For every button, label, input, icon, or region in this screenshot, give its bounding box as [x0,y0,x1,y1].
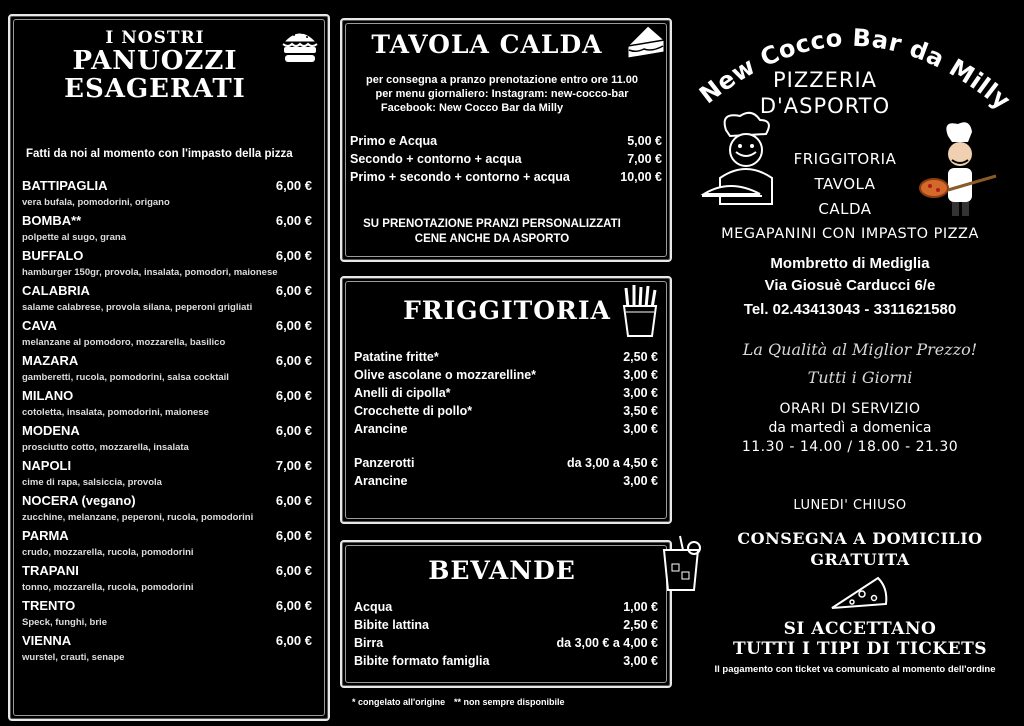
menu-item-price: 6,00 € [275,493,312,508]
menu-item-row [22,563,312,578]
menu-item-description: prosciutto cotto, mozzarella, insalata [22,442,189,453]
footnote-frozen: * congelato all'origine [352,697,446,707]
pizzeria-label: PIZZERIA [772,68,878,92]
menu-item-name: Bibite formato famiglia [354,654,490,668]
menu-item-name: BOMBA** [22,213,82,228]
delivery-line2: GRATUITA [810,550,910,569]
panuozzi-title-line3: ESAGERATI [64,74,246,104]
menu-item-row [354,600,658,614]
menu-item-description: gamberetti, rucola, pomodorini, salsa cocktail [22,372,229,383]
menu-item-description: zucchine, melanzane, peperoni, rucola, pomodorini [22,512,254,523]
menu-item-price: 2,50 € [623,350,658,364]
panuozzi-title-line1: I NOSTRI [105,28,205,48]
menu-item-row [354,368,658,382]
menu-item-price: 3,00 € [623,386,658,400]
menu-item-row [22,598,312,613]
menu-item-price: 6,00 € [275,178,312,193]
menu-item-row [22,458,312,473]
menu-item-price: 6,00 € [275,318,312,333]
menu-item-row [22,633,312,648]
menu-item-price: 3,00 € [623,422,658,436]
menu-item-name: Olive ascolane o mozzarelline* [354,368,537,382]
bevande-title: BEVANDE [428,556,576,585]
menu-item-name: PARMA [22,528,69,543]
menu-item-description: tonno, mozzarella, rucola, pomodorini [22,582,194,593]
menu-item-row [350,134,662,148]
menu-item-name: TRAPANI [22,563,79,578]
menu-item-row [22,283,312,298]
menu-item-price: 6,00 € [275,248,312,263]
menu-item-row [22,353,312,368]
menu-item-name: TRENTO [22,598,76,613]
panuozzi-panel [8,14,330,721]
menu-item-row [22,528,312,543]
bevande-list [354,600,658,672]
hours-days: da martedì a domenica [768,420,932,436]
menu-item-price: 6,00 € [275,423,312,438]
chef-icon [700,108,786,214]
menu-item-name: NOCERA (vegano) [22,493,136,508]
menu-item-row [22,388,312,403]
menu-item-description: salame calabrese, provola silana, peperoni grigliati [22,302,253,313]
menu-item-price: 6,00 € [275,388,312,403]
tavola-calda-info1: per consegna a pranzo prenotazione entro ore 11.00 [365,74,639,86]
service-friggitoria: FRIGGITORIA [793,150,897,168]
menu-item-name: Secondo + contorno + acqua [350,152,522,166]
tavola-calda-list [350,134,662,194]
service-calda: CALDA [818,200,872,218]
menu-item-description: cime di rapa, salsiccia, provola [22,477,162,488]
menu-item-price: 6,00 € [275,213,312,228]
menu-item-price: 5,00 € [627,134,662,148]
menu-item-price: 6,00 € [275,598,312,613]
menu-item-price: 3,00 € [623,368,658,382]
asporto-label: D'ASPORTO [759,94,891,118]
menu-item-name: NAPOLI [22,458,72,473]
friggitoria-title: FRIGGITORIA [403,296,611,325]
footnote-not-always: ** non sempre disponibile [454,697,565,707]
menu-item-row [22,423,312,438]
menu-item-row [22,213,312,228]
menu-item-name: CALABRIA [22,283,90,298]
menu-item-description: cotoletta, insalata, pomodorini, maionese [22,407,209,418]
menu-item-name: VIENNA [22,633,72,648]
menu-item-description: polpette al sugo, grana [22,232,126,243]
menu-item-price: 6,00 € [275,563,312,578]
menu-item-row [354,474,658,488]
menu-item-row [354,386,658,400]
menu-item-description: melanzane al pomodoro, mozzarella, basilico [22,337,226,348]
menu-item-name: BUFFALO [22,248,84,263]
menu-item-name: Acqua [354,600,393,614]
panuozzi-title-line2: PANUOZZI [72,46,238,76]
cocktail-icon [658,534,704,594]
service-tavola: TAVOLA [814,175,876,193]
menu-item-row [22,248,312,263]
menu-item-row [354,636,658,650]
tavola-calda-title: TAVOLA CALDA [371,30,603,59]
pizza-slice-icon [828,574,892,612]
tickets-note: Il pagamento con ticket va comunicato al momento dell'ordine [714,664,996,675]
panuozzi-list [22,178,312,698]
tavola-calda-note2: CENE ANCHE DA ASPORTO [414,233,570,245]
menu-item-row [354,654,658,668]
pizza-chef-icon [912,116,1000,220]
panuozzi-intro: Fatti da noi al momento con l'impasto della pizza [26,148,293,160]
menu-item-price: 6,00 € [275,353,312,368]
menu-item-name: MODENA [22,423,80,438]
menu-item-price: 7,00 € [627,152,662,166]
menu-item-price: 1,00 € [623,600,658,614]
menu-item-row [354,350,658,364]
menu-item-price: 6,00 € [275,633,312,648]
menu-item-row [354,618,658,632]
tavola-calda-info3: Facebook: New Cocco Bar da Milly [380,102,564,114]
hours-times: 11.30 - 14.00 / 18.00 - 21.30 [741,439,959,455]
slogan-every-day: Tutti i Giorni [807,368,913,387]
address-line2: Via Giosuè Carducci 6/e [764,277,936,294]
menu-item-name: Primo e Acqua [350,134,438,148]
menu-item-name: Arancine [354,422,408,436]
menu-item-price: 10,00 € [620,170,662,184]
menu-item-price: da 3,00 a 4,50 € [566,456,658,470]
delivery-line1: CONSEGNA A DOMICILIO [737,529,983,548]
tavola-calda-info2: per menu giornaliero: Instagram: new-cocco-bar [375,88,629,100]
tickets-line2: TUTTI I TIPI DI TICKETS [732,639,988,659]
closed-day: LUNEDI' CHIUSO [793,498,907,513]
menu-item-price: 6,00 € [275,283,312,298]
brand-name-text: New Cocco Bar da Milly [694,23,1016,116]
tavola-calda-note1: SU PRENOTAZIONE PRANZI PERSONALIZZATI [363,218,621,230]
menu-item-price: 3,00 € [623,474,658,488]
friggitoria-list-2 [354,456,658,496]
menu-item-name: Birra [354,636,384,650]
menu-item-name: MILANO [22,388,74,403]
friggitoria-list [354,350,658,440]
menu-item-description: vera bufala, pomodorini, origano [22,197,170,208]
menu-item-name: MAZARA [22,353,79,368]
menu-item-price: 6,00 € [275,528,312,543]
menu-item-name: Patatine fritte* [354,350,439,364]
tickets-line1: SI ACCETTANO [783,619,937,639]
slogan-quality: La Qualità al Miglior Prezzo! [742,340,978,359]
bevande-panel [340,540,672,688]
menu-item-description: crudo, mozzarella, rucola, pomodorini [22,547,194,558]
menu-item-name: Panzerotti [354,456,415,470]
menu-item-description: Speck, funghi, brie [22,617,107,628]
menu-item-row [354,456,658,470]
menu-item-name: Arancine [354,474,408,488]
friggitoria-panel [340,276,672,524]
menu-item-price: 3,50 € [623,404,658,418]
menu-item-name: CAVA [22,318,57,333]
menu-item-price: 3,00 € [623,654,658,668]
menu-item-description: wurstel, crauti, senape [22,652,125,663]
address-line1: Mombretto di Mediglia [770,255,930,272]
hours-title: ORARI DI SERVIZIO [779,401,921,417]
menu-item-row [354,404,658,418]
megapanini-label: MEGAPANINI CON IMPASTO PIZZA [721,226,979,242]
menu-item-description: hamburger 150gr, provola, insalata, pomodori, maionese [22,267,278,278]
menu-item-name: Bibite lattina [354,618,430,632]
menu-item-row [354,422,658,436]
menu-item-name: BATTIPAGLIA [22,178,108,193]
menu-item-row [350,152,662,166]
menu-item-name: Primo + secondo + contorno + acqua [350,170,570,184]
menu-item-name: Anelli di cipolla* [354,386,451,400]
menu-item-row [22,318,312,333]
menu-item-name: Crocchette di pollo* [354,404,473,418]
menu-item-row [22,493,312,508]
menu-item-row [22,178,312,193]
menu-item-row [350,170,662,184]
phone-number[interactable]: Tel. 02.43413043 - 3311621580 [743,301,957,318]
fries-icon [618,282,662,338]
burger-icon [278,22,322,66]
menu-item-price: da 3,00 € a 4,00 € [556,636,658,650]
menu-item-price: 2,50 € [623,618,658,632]
tavola-calda-panel [340,18,672,262]
sandwich-icon [624,22,668,62]
menu-item-price: 7,00 € [275,458,312,473]
